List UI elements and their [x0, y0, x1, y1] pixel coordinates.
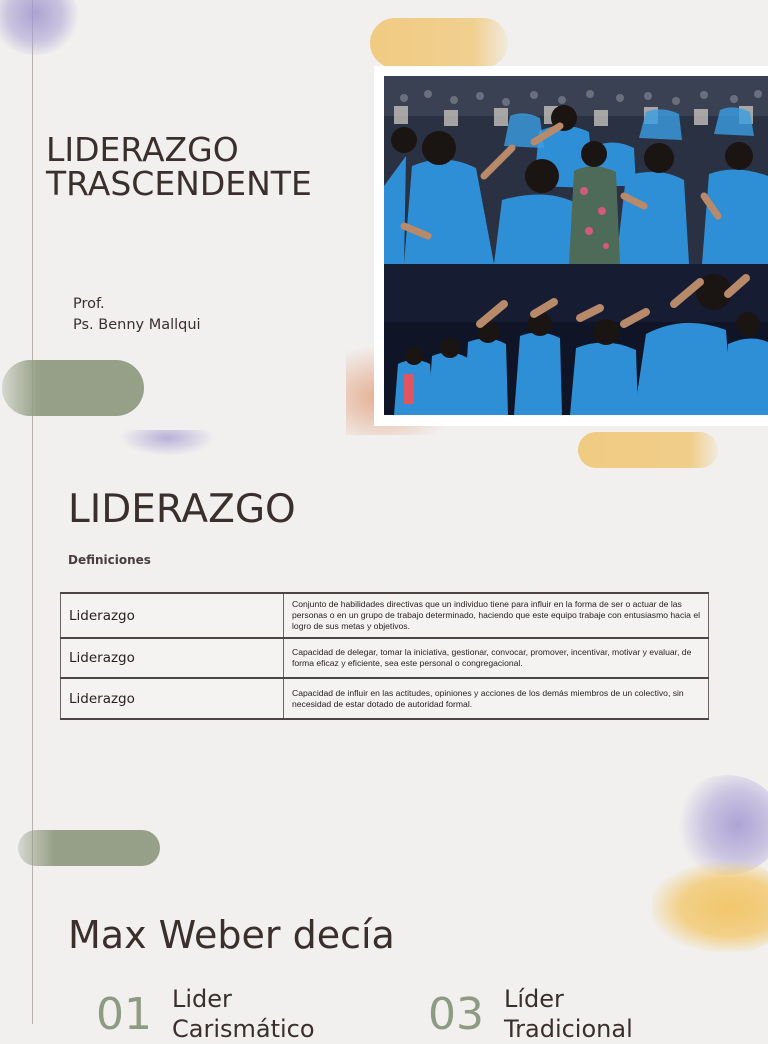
crowd-illustration	[384, 264, 768, 415]
crowd-photo-top	[384, 76, 768, 264]
item-number: 01	[96, 989, 152, 1040]
crowd-illustration	[384, 76, 768, 264]
yellow-paint-stroke	[370, 18, 508, 68]
section-subtitle: Definiciones	[68, 553, 151, 567]
term-cell: Liderazgo	[61, 638, 284, 678]
lilac-paint-blob	[120, 430, 215, 456]
table-row	[61, 593, 709, 638]
lilac-paint-blob	[672, 775, 768, 875]
prof-label: Prof.	[73, 296, 105, 312]
term-cell: Liderazgo	[61, 593, 284, 638]
photo-frame	[374, 66, 768, 426]
term-cell: Liderazgo	[61, 678, 284, 719]
cover-title: LIDERAZGO TRASCENDENTE	[46, 130, 312, 203]
item-label: Lider Carismático	[172, 985, 315, 1043]
author-block	[73, 294, 201, 336]
item-number: 03	[428, 989, 484, 1040]
definition-cell: Capacidad de influir en las actitudes, opiniones y acciones de los demás miembros de un colectivo, sin necesidad de estar dotado de autoridad formal.	[284, 678, 709, 719]
yellow-paint-blob	[652, 862, 768, 952]
green-paint-stroke	[18, 830, 160, 866]
vertical-guide-line	[32, 0, 33, 1024]
green-paint-stroke	[2, 360, 144, 416]
item-label: Líder Tradicional	[504, 985, 633, 1043]
yellow-paint-stroke	[578, 432, 718, 468]
table-row	[61, 678, 709, 719]
prof-name: Ps. Benny Mallqui	[73, 317, 201, 333]
definitions-table	[60, 592, 709, 720]
definition-cell: Conjunto de habilidades directivas que un individuo tiene para influir en la forma de ser o actuar de las personas o en un grupo de trabajo determinado, haciendo que este equipo trabaje con entusiasmo hacia el logro de sus metas y objetivos.	[284, 593, 709, 638]
section-title: LIDERAZGO	[68, 487, 296, 532]
table-row	[61, 638, 709, 678]
definition-cell: Capacidad de delegar, tomar la iniciativa, gestionar, convocar, promover, incentivar, motivar y evaluar, de forma eficaz y eficiente, sea este personal o congregacional.	[284, 638, 709, 678]
lilac-paint-blob	[0, 0, 80, 55]
crowd-photo-bottom	[384, 264, 768, 415]
weber-title: Max Weber decía	[68, 913, 395, 957]
